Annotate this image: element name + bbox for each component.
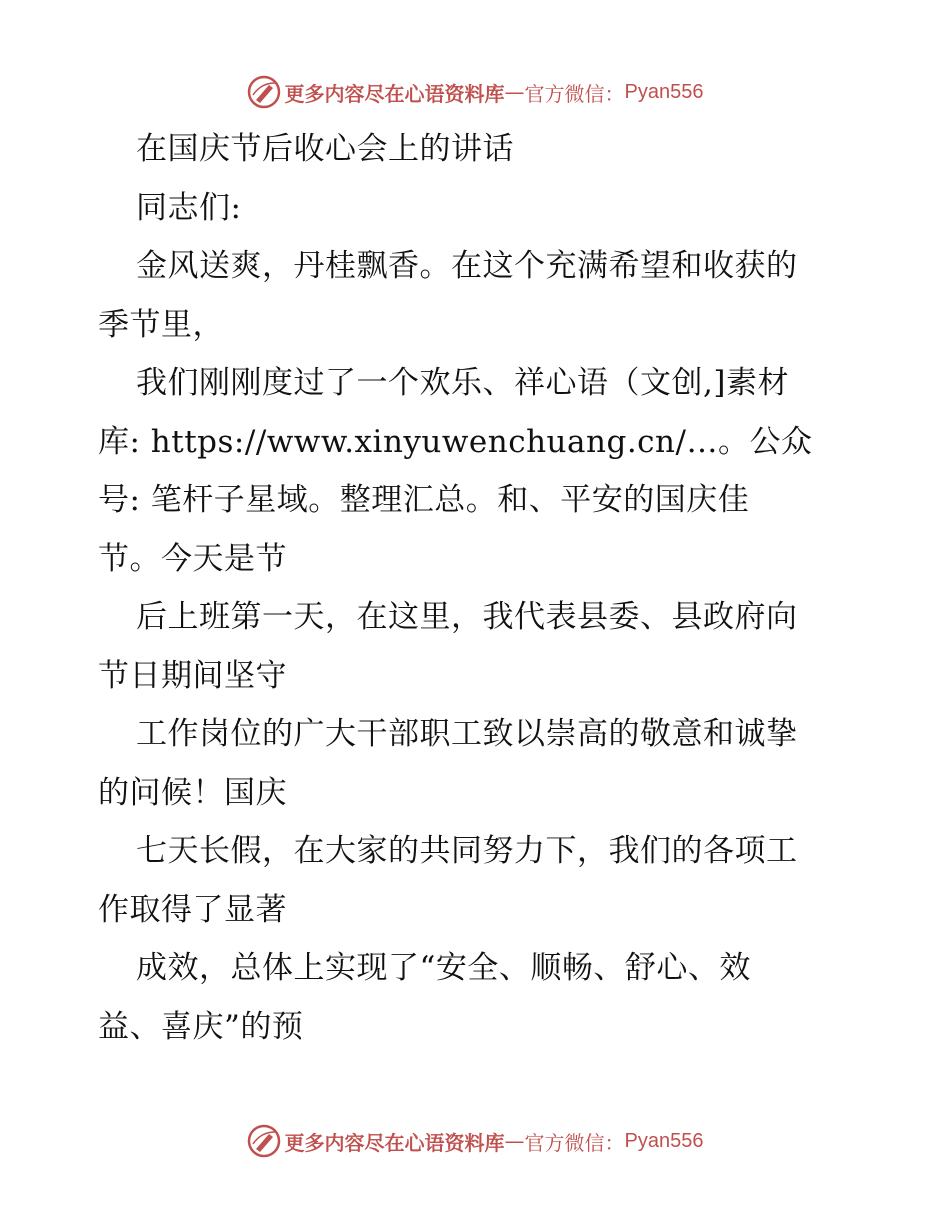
text-line: 成效，总体上实现了“安全、顺畅、舒心、效 — [136, 950, 751, 986]
document-title: 在国庆节后收心会上的讲话 — [136, 131, 514, 167]
banner-site-text: 更多内容尽在心语资料库 — [284, 81, 505, 106]
text-line: 七天长假，在大家的共同努力下，我们的各项工 — [136, 833, 798, 869]
pen-logo-icon — [247, 1124, 281, 1158]
banner-dash: — — [504, 80, 525, 104]
banner-site-text: 更多内容尽在心语资料库 — [284, 1130, 505, 1155]
text-line: 季节里， — [98, 306, 224, 343]
document-body — [98, 120, 858, 1056]
banner-wechat-label: 官方微信： — [524, 1130, 625, 1155]
pen-logo-icon — [247, 75, 281, 109]
text-line: 后上班第一天，在这里，我代表县委、县政府向 — [136, 599, 798, 635]
text-line: 工作岗位的广大干部职工致以崇高的敬意和诚挚 — [136, 716, 798, 752]
banner-dash: — — [504, 1129, 525, 1153]
banner-wechat-label: 官方微信： — [524, 81, 625, 106]
text-line: 的问候！国庆 — [98, 774, 287, 811]
text-line: 节日期间坚守 — [98, 657, 287, 694]
text-line: 金风送爽，丹桂飘香。在这个充满希望和收获的 — [136, 248, 798, 284]
banner-wechat-handle: Pyan556 — [624, 1129, 704, 1152]
text-line: 库: https://www.xinyuwenchuang.cn/…。公众 — [98, 423, 813, 460]
footer-banner — [0, 1121, 950, 1161]
text-line: 益、喜庆”的预 — [98, 1008, 304, 1045]
banner-wechat-handle: Pyan556 — [624, 80, 704, 103]
salutation: 同志们: — [136, 189, 242, 226]
text-line: 作取得了显著 — [98, 891, 287, 928]
text-line: 节。今天是节 — [98, 540, 287, 577]
text-line: 我们刚刚度过了一个欢乐、祥心语（文创,]素材 — [136, 365, 789, 401]
header-banner — [0, 72, 950, 112]
text-line: 号: 笔杆子星域。整理汇总。和、平安的国庆佳 — [98, 482, 750, 518]
